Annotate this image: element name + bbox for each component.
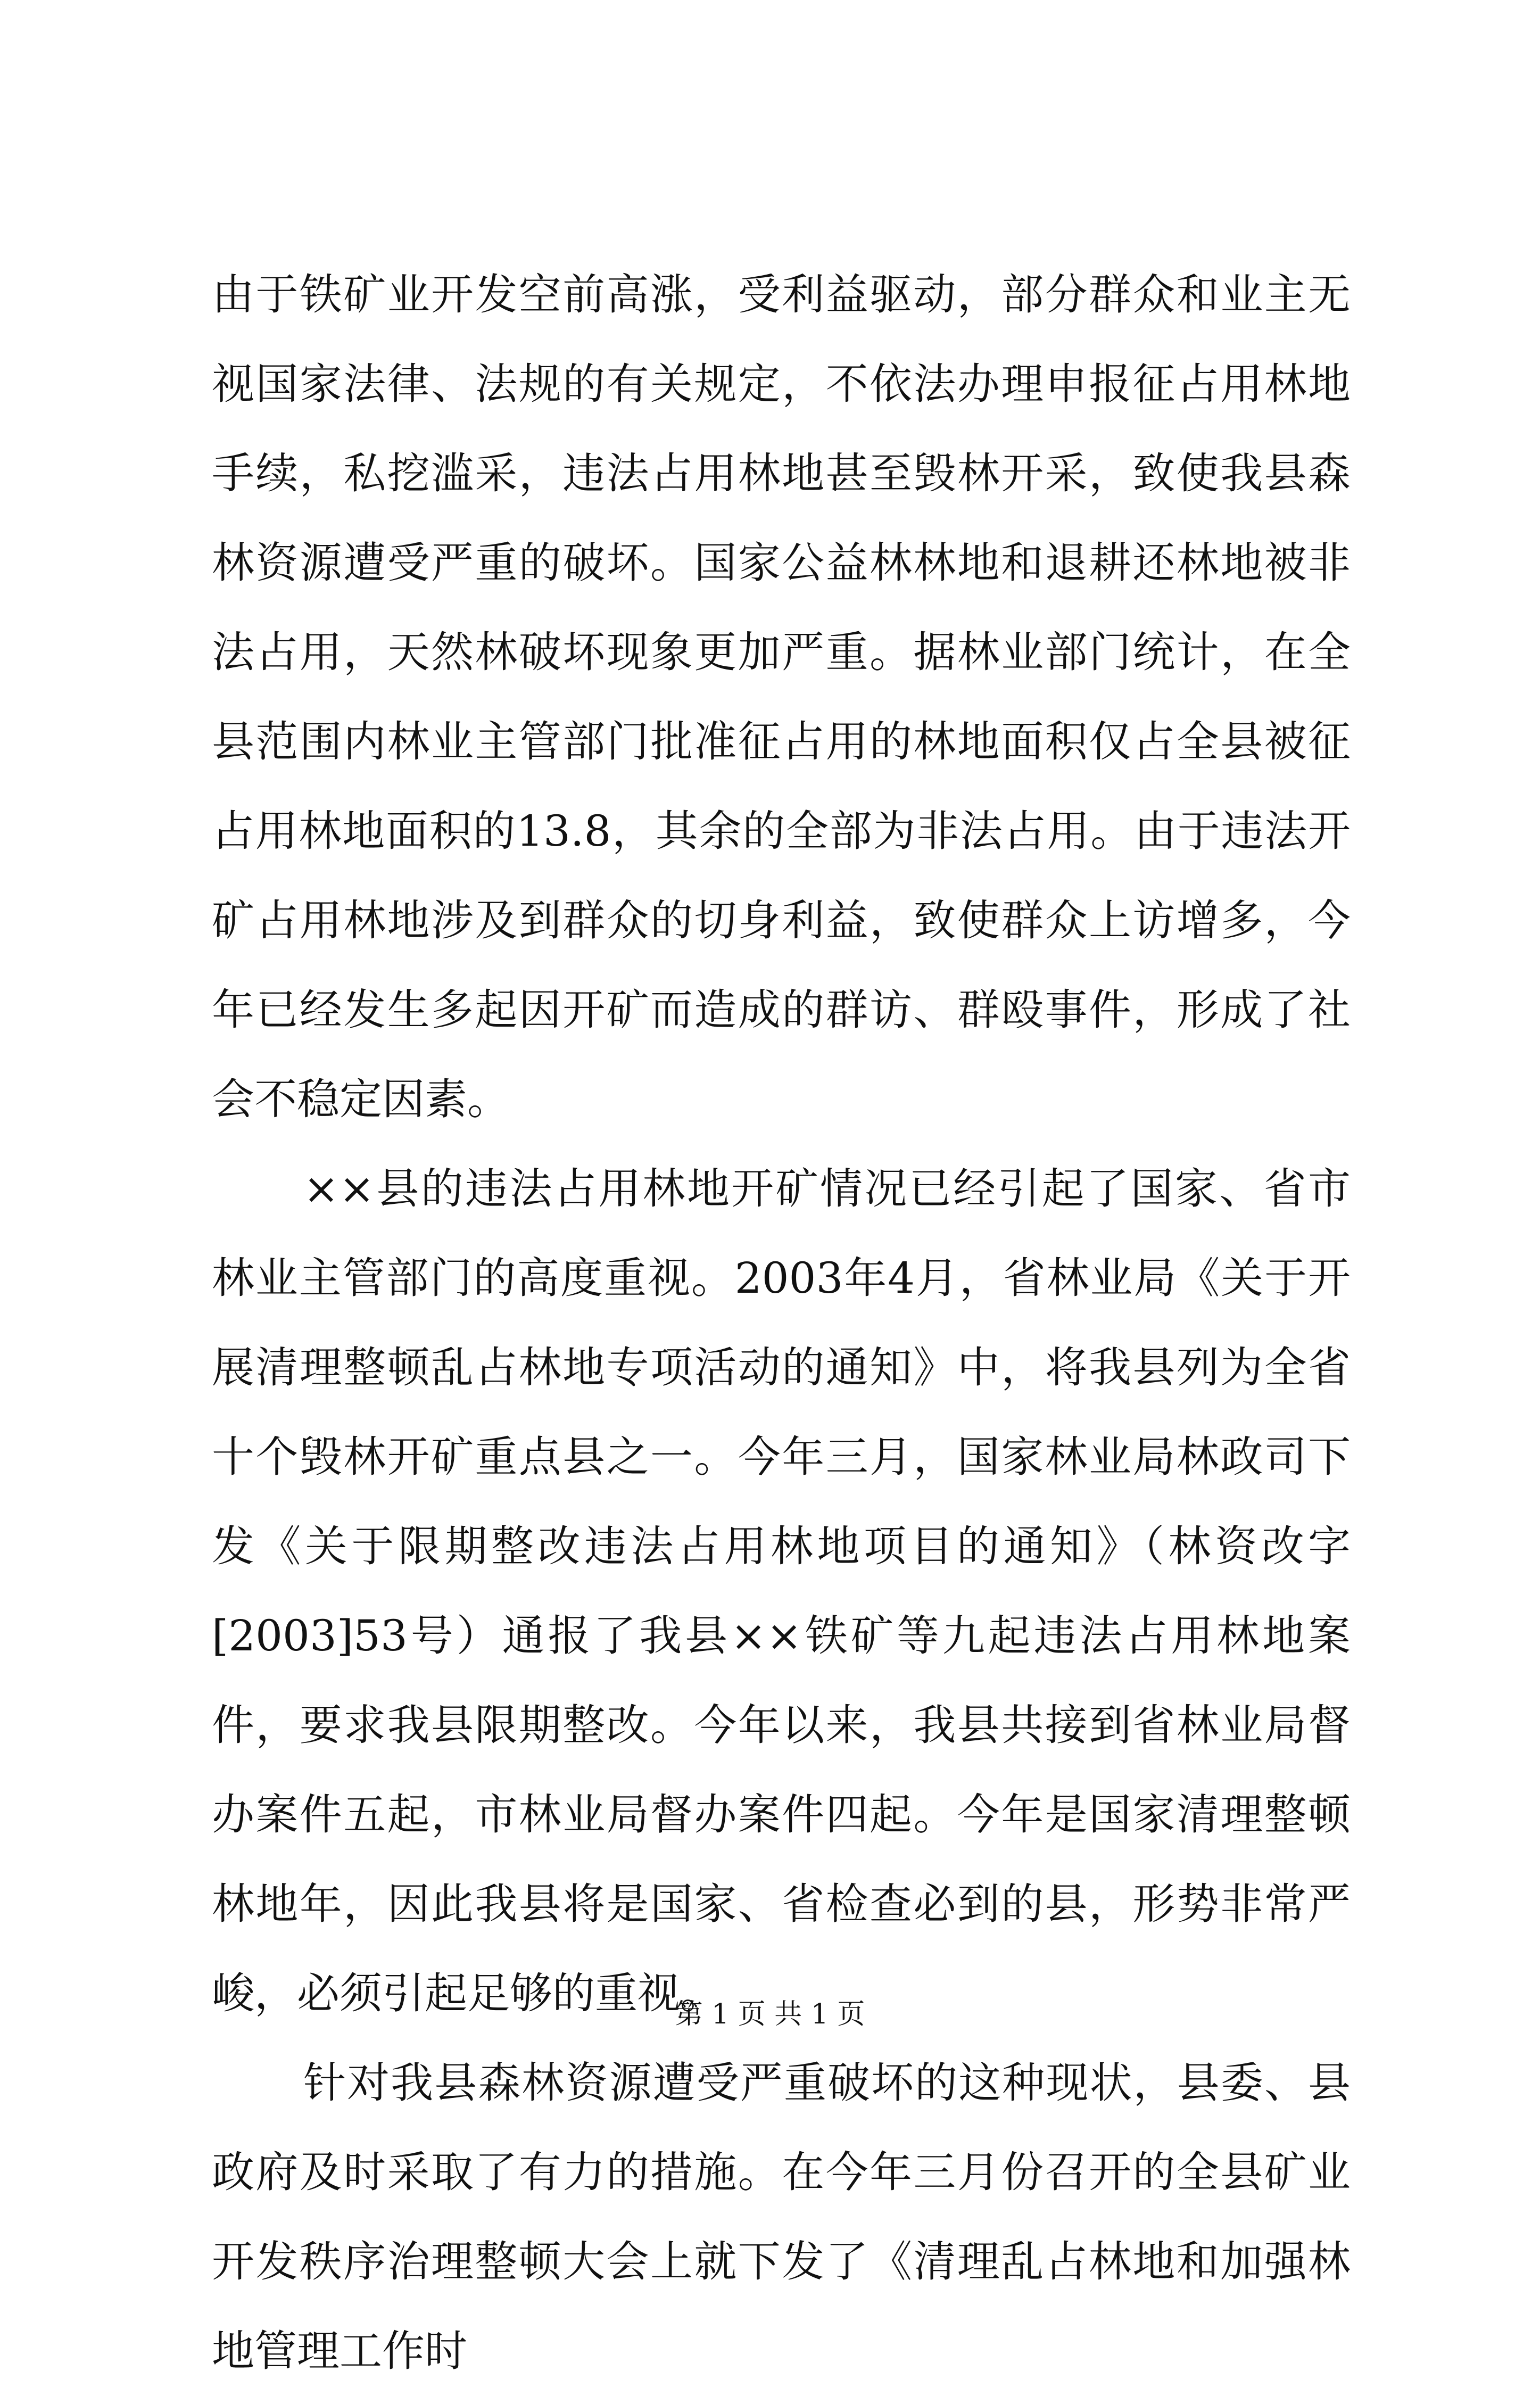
paragraph-3: 针对我县森林资源遭受严重破坏的这种现状，县委、县政府及时采取了有力的措施。在今年三月份召开的全县矿业开发秩序治理整顿大会上就下发了《清理乱占林地和加强林地管理工作时 <box>212 2058 1351 2376</box>
page-footer: 第 1 页 共 1 页 <box>675 1998 865 2030</box>
document-body <box>212 250 1351 2396</box>
paragraph-1: 由于铁矿业开发空前高涨，受利益驱动，部分群众和业主无视国家法律、法规的有关规定，不依法办理申报征占用林地手续，私挖滥采，违法占用林地甚至毁林开采，致使我县森林资源遭受严重的破坏。国家公益林林地和退耕还林地被非法占用，天然林破坏现象更加严重。据林业部门统计，在全县范围内林业主管部门批准征占用的林地面积仅占全县被征占用林地面积的13.8，其余的全部为非法占用。由于违法开矿占用林地涉及到群众的切身利益，致使群众上访增多，今年已经发生多起因开矿而造成的群访、群殴事件，形成了社会不稳定因素。 <box>212 270 1351 1124</box>
paragraph-2: ××县的违法占用林地开矿情况已经引起了国家、省市林业主管部门的高度重视。2003年4月，省林业局《关于开展清理整顿乱占林地专项活动的通知》中，将我县列为全省十个毁林开矿重点县之一。今年三月，国家林业局林政司下发《关于限期整改违法占用林地项目的通知》（林资改字[2003]53号）通报了我县××铁矿等九起违法占用林地案件，要求我县限期整改。今年以来，我县共接到省林业局督办案件五起，市林业局督办案件四起。今年是国家清理整顿林地年，因此我县将是国家、省检查必到的县，形势非常严峻，必须引起足够的重视。 <box>212 1164 1351 2018</box>
